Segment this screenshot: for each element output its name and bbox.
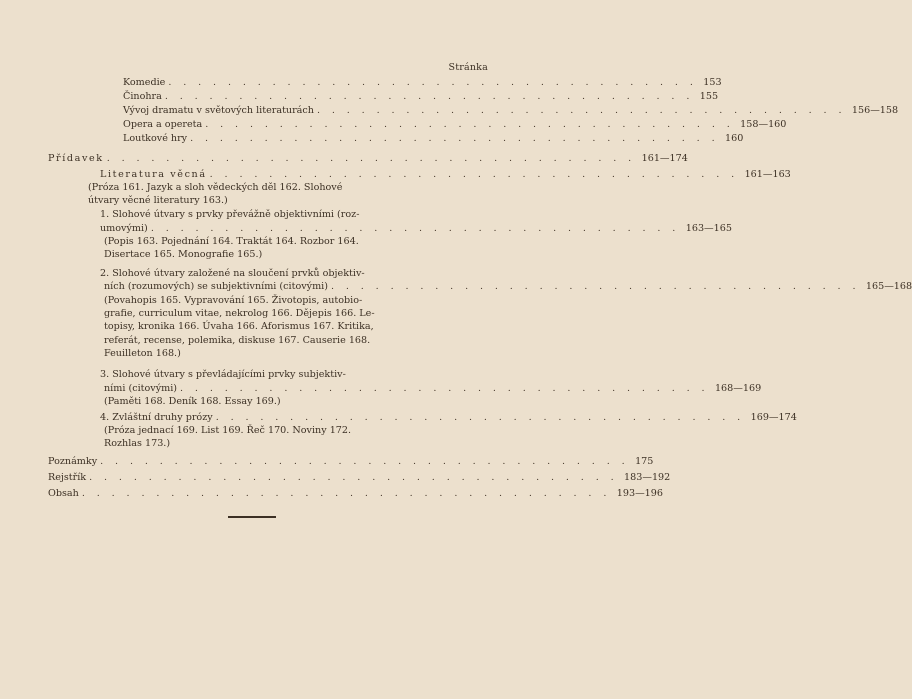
- leader-dots: . . . . . . . . . . . . . . . . . . . . . . . . . . . . . . . . . . . .: [89, 472, 619, 483]
- toc-entry[interactable]: [123, 105, 899, 116]
- description-line: útvary věcné literatury 163.): [88, 195, 228, 207]
- description-line: Feuilleton 168.): [104, 347, 181, 359]
- leader-dots: . . . . . . . . . . . . . . . . . . . . . . . . . . . . . . . . . . . .: [190, 133, 720, 144]
- toc-entry-label: ních (rozumových) se subjektivními (citovými): [104, 281, 328, 292]
- toc-entry-page: 169—174: [750, 412, 797, 423]
- description-line: (Próza 161. Jazyk a sloh vědeckých děl 162. Slohové: [88, 182, 343, 193]
- toc-entry-label: Poznámky: [48, 456, 98, 467]
- toc-entry-page: 156—158: [851, 105, 899, 116]
- toc-section-entry[interactable]: [48, 456, 654, 467]
- toc-entry[interactable]: [100, 223, 732, 234]
- toc-entry[interactable]: [100, 412, 797, 423]
- description-line: (Próza jednací 169. List 169. Řeč 170. Noviny 172.: [104, 425, 352, 436]
- description-line: Rozhlas 173.): [104, 438, 171, 450]
- description-line: (Paměti 168. Deník 168. Essay 169.): [104, 396, 281, 407]
- toc-entry-label: 4. Zvláštní druhy prózy: [100, 412, 213, 423]
- leader-dots: . . . . . . . . . . . . . . . . . . . . . . . . . . . . . . . . . . . .: [100, 456, 630, 467]
- leader-dots: . . . . . . . . . . . . . . . . . . . . . . . . . . . . . . . . . . . .: [106, 153, 636, 164]
- toc-section-entry[interactable]: [48, 488, 663, 499]
- end-divider: [228, 516, 276, 518]
- description-line: (Popis 163. Pojednání 164. Traktát 164. Rozbor 164.: [104, 236, 359, 247]
- leader-dots: . . . . . . . . . . . . . . . . . . . . . . . . . . . . . . . . . . . .: [330, 281, 860, 292]
- toc-description: [88, 181, 342, 207]
- leader-dots: . . . . . . . . . . . . . . . . . . . . . . . . . . . . . . . . . . . .: [150, 223, 680, 234]
- toc-entry-page: 193—196: [616, 488, 663, 499]
- description-line: (Povahopis 165. Vypravování 165. Životopis, autobio-: [104, 295, 363, 306]
- toc-entry-label: Komedie: [123, 77, 166, 88]
- toc-entry-page: 175: [635, 456, 654, 467]
- leader-dots: . . . . . . . . . . . . . . . . . . . . . . . . . . . . . . . . . . . .: [164, 91, 694, 102]
- toc-entry-page: 183—192: [624, 472, 671, 483]
- leader-dots: . . . . . . . . . . . . . . . . . . . . . . . . . . . . . . . . . . . .: [215, 412, 745, 423]
- leader-dots: . . . . . . . . . . . . . . . . . . . . . . . . . . . . . . . . . . . .: [180, 383, 709, 394]
- leader-dots: . . . . . . . . . . . . . . . . . . . . . . . . . . . . . . . . . . . .: [168, 77, 698, 88]
- toc-description: [104, 424, 351, 450]
- toc-section-entry[interactable]: [48, 153, 688, 164]
- toc-entry-page: 153: [703, 77, 722, 88]
- toc-entry-label-line[interactable]: 2. Slohové útvary založené na sloučení prvků objektiv-: [100, 268, 365, 279]
- toc-entry-label-line[interactable]: 1. Slohové útvary s prvky převážně objektivními (roz-: [100, 209, 360, 220]
- toc-entry-page: 155: [699, 91, 719, 102]
- toc-entry-label: umovými): [100, 223, 148, 234]
- leader-dots: . . . . . . . . . . . . . . . . . . . . . . . . . . . . . . . . . . . .: [205, 119, 735, 130]
- toc-description: [104, 235, 359, 261]
- toc-entry-page: 161—163: [744, 169, 791, 180]
- toc-entry-label: Obsah: [48, 488, 79, 499]
- toc-entry-page: 158—160: [740, 119, 787, 130]
- toc-entry-label: Loutkové hry: [123, 133, 188, 144]
- description-line: Disertace 165. Monografie 165.): [104, 249, 263, 261]
- toc-entry-label: Rejstřík: [48, 472, 87, 483]
- leader-dots: . . . . . . . . . . . . . . . . . . . . . . . . . . . . . . . . . . . .: [316, 105, 846, 116]
- toc-entry-label: Přídavek: [48, 153, 104, 164]
- toc-entry-label: Literatura věcná: [100, 169, 207, 180]
- toc-entry-label: ními (citovými): [104, 383, 178, 394]
- toc-entry[interactable]: [104, 281, 912, 292]
- toc-entry[interactable]: [104, 383, 762, 394]
- toc-description: [104, 294, 375, 360]
- description-line: topisy, kronika 166. Úvaha 166. Aforismus 167. Kritika,: [104, 321, 374, 333]
- toc-entry[interactable]: [123, 133, 744, 144]
- description-line: grafie, curriculum vitae, nekrolog 166. Dějepis 166. Le-: [104, 308, 375, 320]
- leader-dots: . . . . . . . . . . . . . . . . . . . . . . . . . . . . . . . . . . . .: [81, 488, 611, 499]
- toc-entry-page: 163—165: [685, 223, 732, 234]
- leader-dots: . . . . . . . . . . . . . . . . . . . . . . . . . . . . . . . . . . . .: [209, 169, 739, 180]
- toc-entry-page: 161—174: [641, 153, 688, 164]
- toc-entry-label: Vývoj dramatu v světových literaturách: [123, 105, 314, 116]
- toc-description: [104, 395, 281, 408]
- toc-entry-page: 168—169: [714, 383, 762, 394]
- toc-section-entry[interactable]: [48, 472, 671, 483]
- description-line: referát, recense, polemika, diskuse 167. Causerie 168.: [104, 334, 371, 346]
- toc-entry-label-line[interactable]: 3. Slohové útvary s převládajícími prvky subjektiv-: [100, 369, 346, 380]
- toc-entry-page: 165—168: [865, 281, 912, 292]
- page-column-header: Stránka: [448, 62, 488, 73]
- toc-entry-label: Opera a opereta: [123, 119, 203, 130]
- toc-entry-page: 160: [725, 133, 744, 144]
- toc-entry[interactable]: [123, 91, 719, 102]
- toc-entry[interactable]: [123, 119, 787, 130]
- toc-entry[interactable]: [123, 77, 722, 88]
- toc-entry[interactable]: [100, 169, 791, 180]
- toc-entry-label: Činohra: [123, 91, 162, 102]
